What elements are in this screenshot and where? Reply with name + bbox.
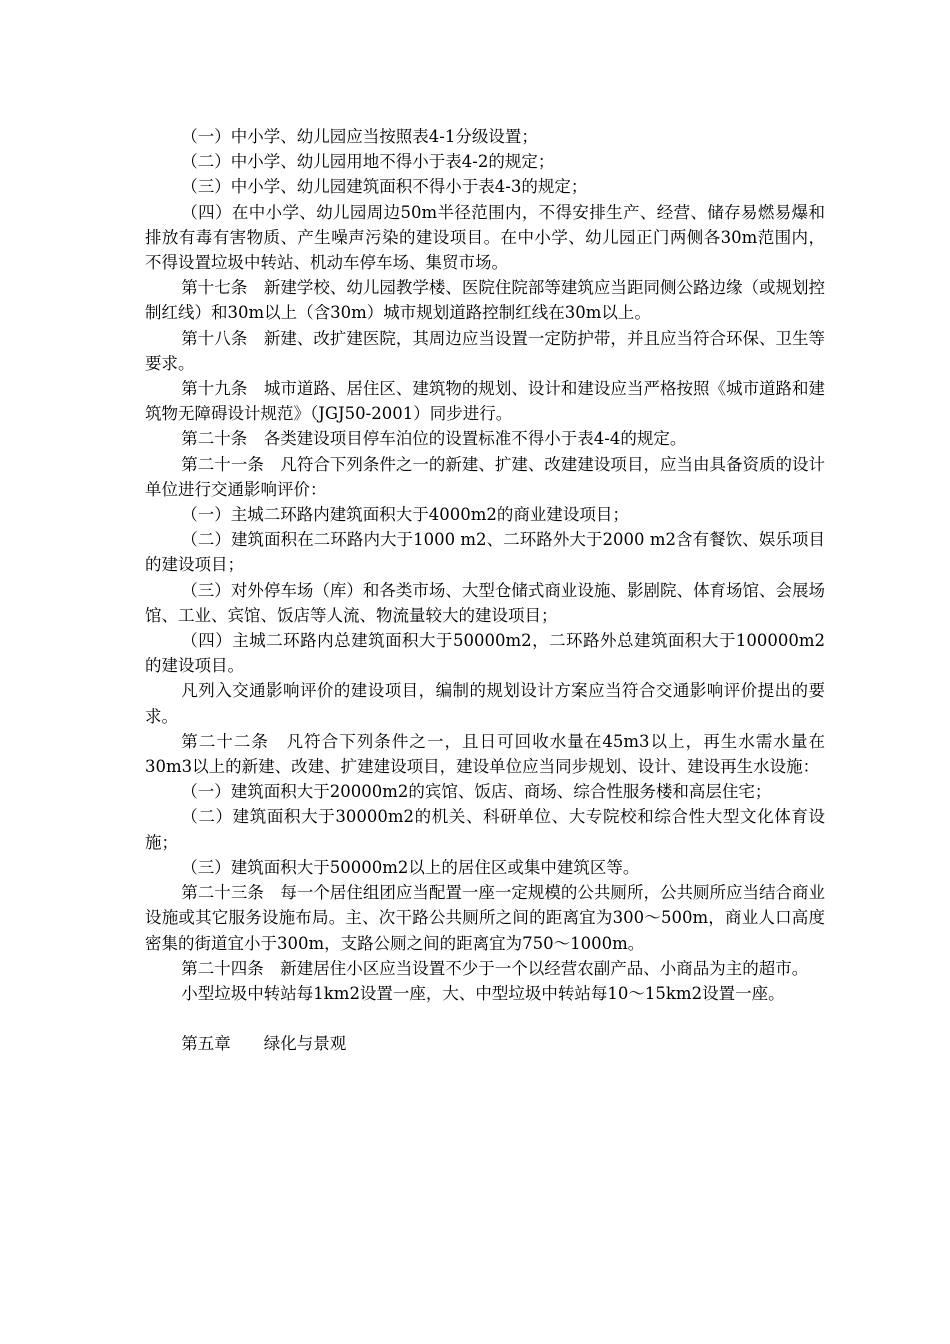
paragraph: 第十七条 新建学校、幼儿园教学楼、医院住院部等建筑应当距同侧公路边缘（或规划控制红线）和30m以上（含30m）城市规划道路控制红线在30m以上。: [145, 278, 825, 323]
paragraph: 第二十条 各类建设项目停车泊位的设置标准不得小于表4-4的规定。: [181, 429, 687, 449]
paragraph: 第十九条 城市道路、居住区、建筑物的规划、设计和建设应当严格按照《城市道路和建筑物无障碍设计规范》（JGJ50-2001）同步进行。: [145, 379, 825, 424]
paragraph: 第二十三条 每一个居住组团应当配置一座一定规模的公共厕所，公共厕所应当结合商业设施或其它服务设施布局。主、次干路公共厕所之间的距离宜为300～500m，商业人口高度密集的街道宜小于300m，支路公厕之间的距离宜为750～1000m。: [145, 883, 825, 953]
paragraph: （二）建筑面积大于30000m2的机关、科研单位、大专院校和综合性大型文化体育设施；: [145, 807, 825, 852]
paragraph: （四）在中小学、幼儿园周边50m半径范围内，不得安排生产、经营、储存易燃易爆和排放有毒有害物质、产生噪声污染的建设项目。在中小学、幼儿园正门两侧各30m范围内，不得设置垃圾中转站、机动车停车场、集贸市场。: [145, 202, 825, 273]
paragraph: （三）中小学、幼儿园建筑面积不得小于表4-3的规定；: [181, 177, 588, 197]
paragraph: （四）主城二环路内总建筑面积大于50000m2，二环路外总建筑面积大于100000m2的建设项目。: [145, 631, 825, 676]
paragraph: 第二十一条 凡符合下列条件之一的新建、扩建、改建建设项目，应当由具备资质的设计单位进行交通影响评价：: [145, 454, 825, 499]
paragraph: 第二十二条 凡符合下列条件之一，且日可回收水量在45m3以上，再生水需水量在30m3以上的新建、改建、扩建建设项目，建设单位应当同步规划、设计、建设再生水设施：: [145, 731, 825, 777]
paragraph: （一）主城二环路内建筑面积大于4000m2的商业建设项目；: [181, 505, 629, 525]
document-body: [145, 124, 825, 1056]
paragraph: （三）对外停车场（库）和各类市场、大型仓储式商业设施、影剧院、体育场馆、会展场馆、工业、宾馆、饭店等人流、物流量较大的建设项目；: [145, 580, 825, 625]
paragraph: （三）建筑面积大于50000m2以上的居住区或集中建筑区等。: [181, 857, 640, 877]
paragraph: （一）建筑面积大于20000m2的宾馆、饭店、商场、综合性服务楼和高层住宅；: [181, 782, 772, 802]
paragraph: 第十八条 新建、改扩建医院，其周边应当设置一定防护带，并且应当符合环保、卫生等要求。: [145, 328, 825, 373]
paragraph: （二）中小学、幼儿园用地不得小于表4-2的规定；: [181, 152, 555, 172]
chapter-heading: 第五章 绿化与景观: [181, 1034, 347, 1054]
paragraph: （一）中小学、幼儿园应当按照表4-1分级设置；: [181, 127, 538, 146]
paragraph: 小型垃圾中转站每1km2设置一座，大、中型垃圾中转站每10～15km2设置一座。: [181, 983, 785, 1003]
paragraph: （二）建筑面积在二环路内大于1000 m2、二环路外大于2000 m2含有餐饮、娱乐项目的建设项目；: [145, 530, 825, 575]
paragraph: 凡列入交通影响评价的建设项目，编制的规划设计方案应当符合交通影响评价提出的要求。: [145, 681, 825, 726]
paragraph: 第二十四条 新建居住小区应当设置不少于一个以经营农副产品、小商品为主的超市。: [181, 958, 809, 978]
